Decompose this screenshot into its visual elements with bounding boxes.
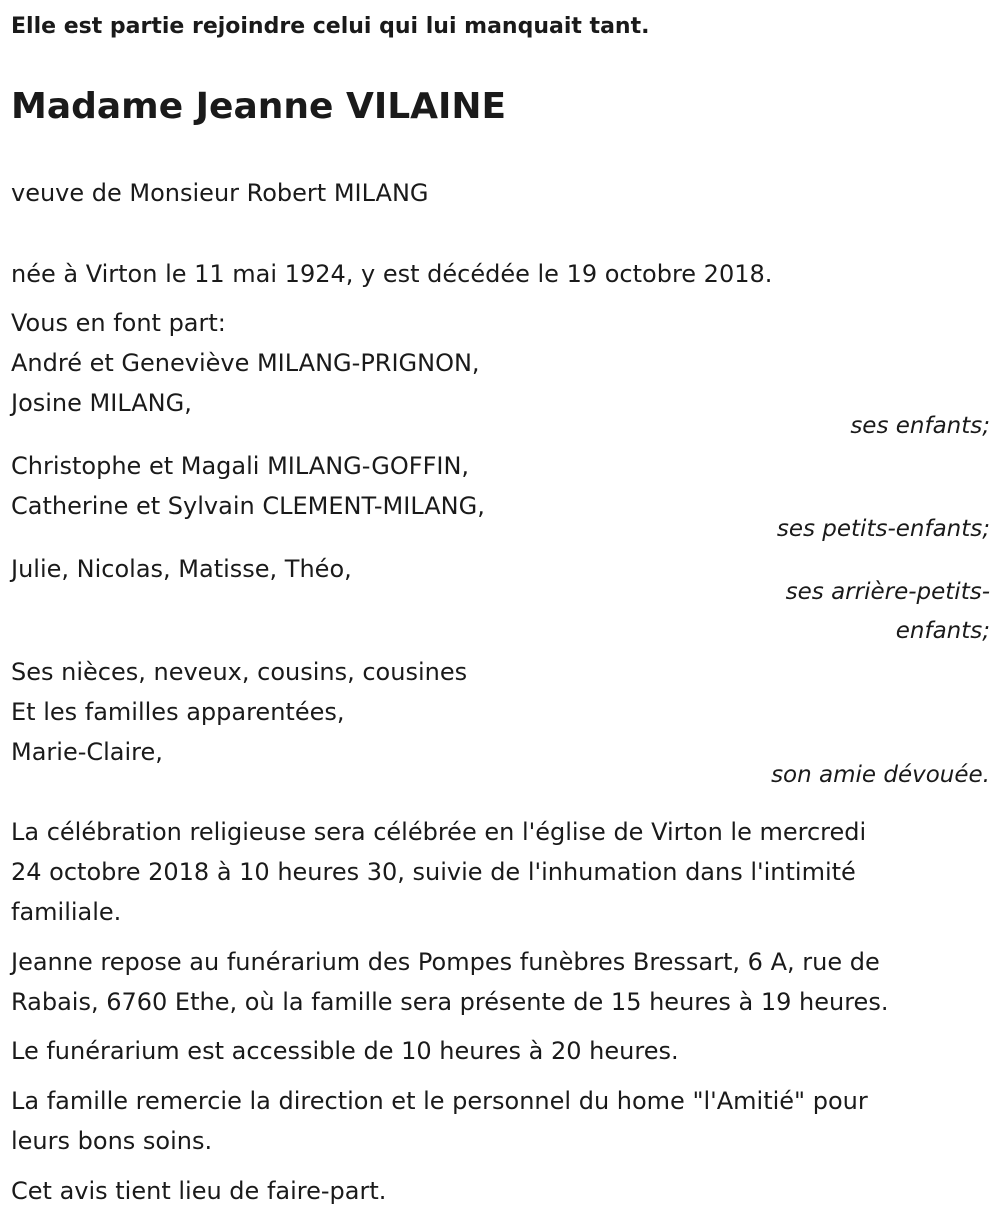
friend-name: Marie-Claire, [11,738,163,766]
others-line: Ses nièces, neveux, cousins, cousines [11,658,468,686]
repose-line: Rabais, 6760 Ethe, où la famille sera présente de 15 heures à 19 heures. [11,988,889,1016]
great-grandchildren-label-line: enfants; [895,618,990,644]
ceremony-line: La célébration religieuse sera célébrée en l'église de Virton le mercredi [11,818,867,846]
funerarium-hours: Le funérarium est accessible de 10 heures à 20 heures. [11,1037,679,1065]
ceremony-line: familiale. [11,898,122,926]
spouse-line: veuve de Monsieur Robert MILANG [11,179,429,207]
headline: Elle est partie rejoindre celui qui lui manquait tant. [11,14,650,39]
others-line: Et les familles apparentées, [11,698,345,726]
great-grandchildren-names: Julie, Nicolas, Matisse, Théo, [11,555,352,583]
children-label: ses enfants; [850,413,990,439]
friend-label: son amie dévouée. [771,762,990,788]
grandchild-name: Christophe et Magali MILANG-GOFFIN, [11,452,470,480]
closing-line: Cet avis tient lieu de faire-part. [11,1177,387,1205]
child-name: Josine MILANG, [11,389,192,417]
repose-line: Jeanne repose au funérarium des Pompes funèbres Bressart, 6 A, rue de [11,948,880,976]
child-name: André et Geneviève MILANG-PRIGNON, [11,349,480,377]
thanks-line: leurs bons soins. [11,1127,213,1155]
birth-death-line: née à Virton le 11 mai 1924, y est décédée le 19 octobre 2018. [11,260,773,288]
announce-line: Vous en font part: [11,309,226,337]
grandchildren-label: ses petits-enfants; [776,516,990,542]
grandchild-name: Catherine et Sylvain CLEMENT-MILANG, [11,492,485,520]
ceremony-line: 24 octobre 2018 à 10 heures 30, suivie de l'inhumation dans l'intimité [11,858,856,886]
thanks-line: La famille remercie la direction et le personnel du home "l'Amitié" pour [11,1087,868,1115]
deceased-name: Madame Jeanne VILAINE [11,86,507,127]
great-grandchildren-label-line: ses arrière-petits- [785,579,990,605]
